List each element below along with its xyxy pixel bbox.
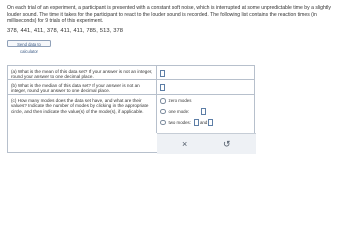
and-label: and	[199, 120, 208, 125]
median-answer-input[interactable]	[160, 84, 165, 91]
answer-cell-b	[157, 80, 254, 94]
send-to-calculator-button[interactable]: Send data to calculator	[7, 40, 51, 47]
zero-modes-option[interactable]	[160, 98, 191, 104]
mean-answer-input[interactable]	[160, 70, 165, 77]
close-icon[interactable]: ×	[182, 139, 188, 149]
questions-table	[7, 65, 255, 153]
problem-intro: On each trial of an experiment, a participant is presented with a constant soft noise, which is interrupted at some unpredictable time by a slightly louder sound. The time it takes for the participant to react to the louder sound is recorded. The following list contains the reaction times (in milliseconds) for 9 trials of this experiment.	[7, 5, 331, 25]
zero-modes-radio[interactable]	[160, 98, 166, 104]
two-modes-first-input[interactable]	[194, 119, 199, 126]
question-row-b	[8, 80, 254, 95]
two-modes-radio[interactable]	[160, 120, 166, 126]
undo-icon[interactable]: ↺	[223, 139, 231, 149]
one-mode-option[interactable]	[160, 108, 206, 115]
zero-modes-label: zero modes	[168, 98, 192, 104]
question-c-text: (c) How many modes does the data set have, and what are their values? Indicate the number of modes by clicking in the appropriate circle, and then indicate the value(s) of the mode(s), if applicable.	[8, 95, 157, 133]
one-mode-label: one mode:	[168, 109, 190, 114]
answer-cell-a	[157, 66, 254, 79]
one-mode-radio[interactable]	[160, 109, 166, 115]
two-modes-option[interactable]	[160, 119, 213, 126]
two-modes-label: two modes:	[168, 120, 191, 125]
two-modes-second-input[interactable]	[208, 119, 213, 126]
data-list: 378, 441, 411, 378, 411, 411, 785, 513, 378	[7, 28, 124, 34]
one-mode-input[interactable]	[201, 108, 206, 115]
answer-toolbar	[157, 133, 256, 154]
question-a-text: (a) What is the mean of this data set? If your answer is not an integer, round your answer to one decimal place.	[8, 66, 157, 79]
question-row-a	[8, 66, 254, 80]
question-b-text: (b) What is the median of this data set? If your answer is not an integer, round your answer to one decimal place.	[8, 80, 157, 94]
